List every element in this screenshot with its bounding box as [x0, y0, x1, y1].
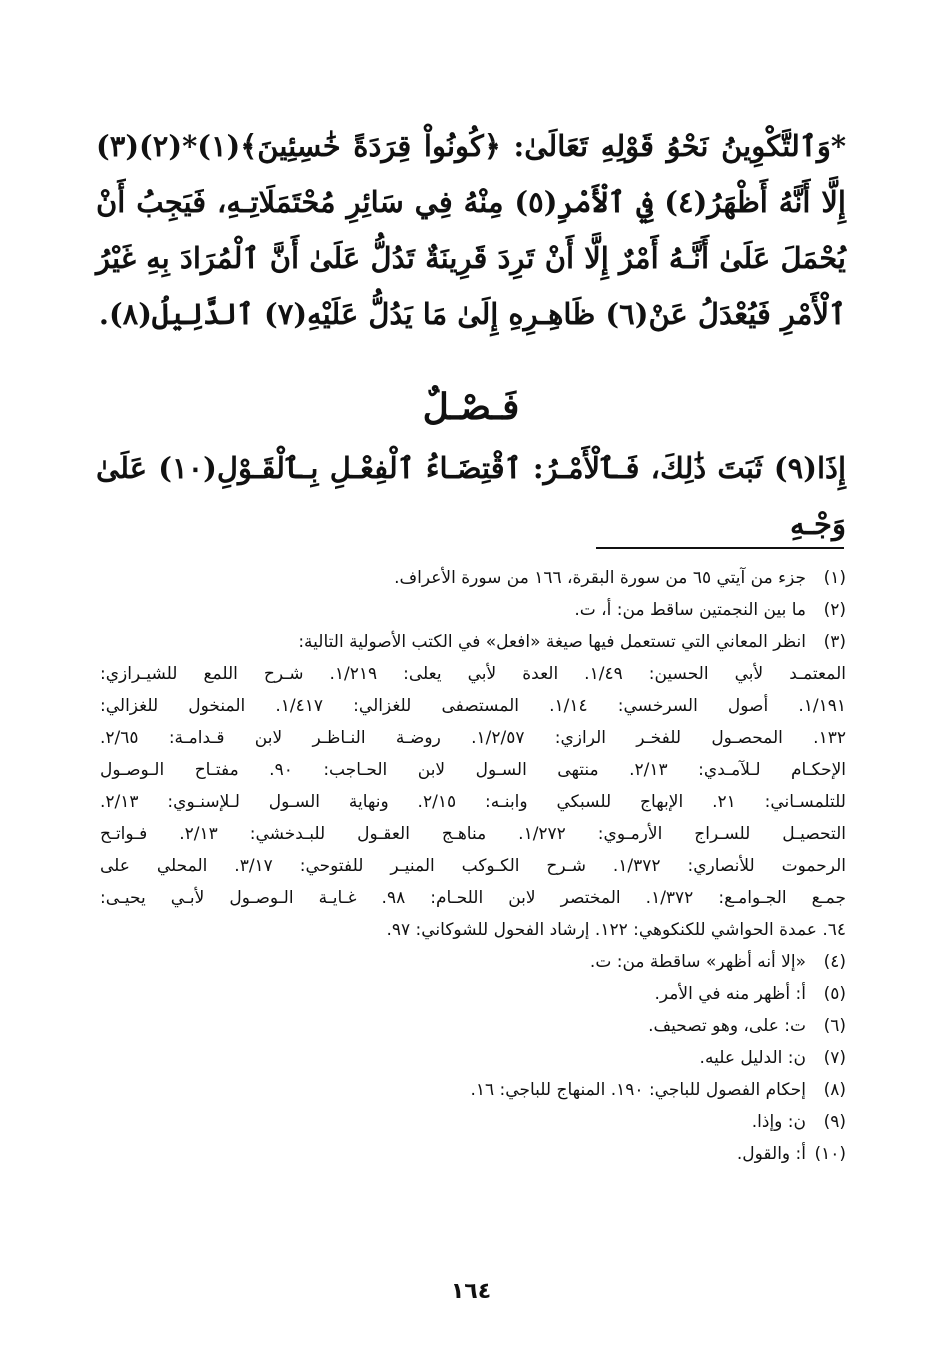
footnote-number: (٧): [823, 1048, 846, 1068]
footnote-line: جمـع الجـوامـع: ١/٣٧٢. المختصر لابن اللحـام: ٩٨. غـايـة الـوصـول لأبـي يحيـى:: [100, 888, 847, 908]
footnote-line: ن: الدليل عليه.: [699, 1048, 806, 1068]
footnote-number: (١٠): [814, 1144, 846, 1164]
footnotes-block: [100, 562, 846, 1170]
footnote-text: [100, 1106, 806, 1138]
footnote-text: [100, 1138, 806, 1170]
footnote-text: [100, 626, 806, 658]
page-number: ١٦٤: [450, 1279, 492, 1304]
footnote-line: ت: على، وهو تصحيف.: [648, 1016, 806, 1036]
footnote-line: إحكام الفصول للباجي: ١٩٠. المنهاج للباجي: ١٦.: [470, 1080, 806, 1100]
footnote-6: [100, 1010, 846, 1042]
main-text-block: [96, 118, 846, 342]
footnote-number: (٢): [823, 600, 846, 620]
footnote-separator: [596, 547, 844, 549]
footnote-number: (٥): [823, 984, 846, 1004]
main-paragraph: *وَٱلتَّكْوِينُ نَحْوُ قَوْلِهِ تَعَالَىٰ: ﴿كُونُواْ قِرَدَةً خَٰسِئِينَ﴾(١)*(٢)(٣) إِلَّا أَنَّهُ أَظْهَرُ(٤) فِي ٱلْأَمْرِ(٥) مِنْهُ فِي سَائِرِ مُحْتَمَلَاتِـهِ، فَيَجِبُ أَنْ يُحْمَلَ عَلَىٰ أَنَّـهُ أَمْرٌ إِلَّا أَنْ تَرِدَ قَرِينَةٌ تَدُلُّ عَلَىٰ أَنَّ ٱلْمُرَادَ بِهِ غَيْرُ ٱلْأَمْرِ فَيُعْدَلُ عَنْ(٦) ظَاهِـرِهِ إِلَىٰ مَا يَدُلُّ عَلَيْهِ(٧) ٱلدَّلِيلُ(٨).: [96, 129, 846, 331]
footnote-9: [100, 1106, 846, 1138]
footnote-10: [100, 1138, 846, 1170]
footnote-line: ١٣٢. المحصـول للفخـر الرازي: ١/٢/٥٧. روضـة النـاظـر لابن قـدامـة: ٢/٦٥.: [100, 728, 846, 748]
footnote-4: [100, 946, 846, 978]
footnote-8: [100, 1074, 846, 1106]
footnote-number: (٨): [823, 1080, 846, 1100]
footnote-line: الإحكـام لـلآمـدي: ٢/١٣. منتهى السـول لابن الحـاجب: ٩٠. مفتـاح الـوصـول: [100, 760, 846, 780]
footnote-text: [100, 594, 806, 626]
footnote-3: [100, 626, 846, 658]
footnote-text: [100, 1042, 806, 1074]
footnote-line: ١/١٩١. أصول السرخسي: ١/١٤. المستصفى للغزالي: ١/٤١٧. المنخول للغزالي:: [100, 696, 846, 716]
footnote-number: (٣): [823, 632, 846, 652]
footnote-text: [100, 1010, 806, 1042]
footnote-text: [100, 946, 806, 978]
footnote-line: التحصيـل للسـراج الأرمـوي: ١/٢٧٢. مناهـج العقـول للبـدخشي: ٢/١٣. فـواتـح: [100, 824, 846, 844]
footnote-text: [100, 1074, 806, 1106]
footnote-line: ن: وإذا.: [751, 1112, 806, 1132]
footnote-number: (٤): [823, 952, 846, 972]
section-text: إِذَا(٩) ثَبَتَ ذَٰلِكَ، فَـٱلْأَمْـرُ: ٱقْتِضَـاءُ ٱلْفِعْـلِ بِـٱلْقَـوْلِ(١٠) عَلَىٰ وَجْـهِ: [96, 451, 846, 541]
footnote-number: (١): [823, 568, 846, 588]
footnote-number: (٦): [823, 1016, 846, 1036]
footnote-line: «إلا أنه أظهر» ساقطة من: ت.: [589, 952, 806, 972]
section-heading: فَـصْـلٌ: [422, 386, 520, 428]
footnote-line: أ: أظهر منه في الأمر.: [654, 984, 806, 1004]
footnote-line: الرحموت للأنصاري: ١/٣٧٢. شـرح الكـوكب المنيـر للفتوحي: ٣/١٧. المحلي على: [100, 856, 847, 876]
footnote-line: المعتمـد لأبي الحسين: ١/٤٩. العدة لأبي يعلى: ١/٢١٩. شـرح اللمع للشيـرازي:: [100, 664, 846, 684]
footnote-7: [100, 1042, 846, 1074]
footnote-line: ما بين النجمتين ساقط من: أ، ت.: [574, 600, 806, 620]
footnote-text: [100, 562, 806, 594]
footnote-line: أ: والقول.: [736, 1144, 806, 1164]
footnote-1: [100, 562, 846, 594]
footnote-line: انظر المعاني التي تستعمل فيها صيغة «افعل» في الكتب الأصولية التالية:: [298, 632, 806, 652]
footnote-number: (٩): [823, 1112, 846, 1132]
footnote-line: للتلمسـاني: ٢١. الإبهاج للسبكي وابنـه: ٢/١٥. ونهاية السـول لـلإسنـوي: ٢/١٣.: [100, 792, 846, 812]
footnote-line: جزء من آيتي ٦٥ من سورة البقرة، ١٦٦ من سورة الأعراف.: [394, 568, 806, 588]
footnote-3-references: [100, 658, 846, 946]
footnote-text: [100, 978, 806, 1010]
footnote-text: [100, 658, 846, 946]
footnote-line: ٦٤. عمدة الحواشي للكنكوهي: ١٢٢. إرشاد الفحول للشوكاني: ٩٧.: [386, 920, 846, 940]
footnote-5: [100, 978, 846, 1010]
footnote-2: [100, 594, 846, 626]
